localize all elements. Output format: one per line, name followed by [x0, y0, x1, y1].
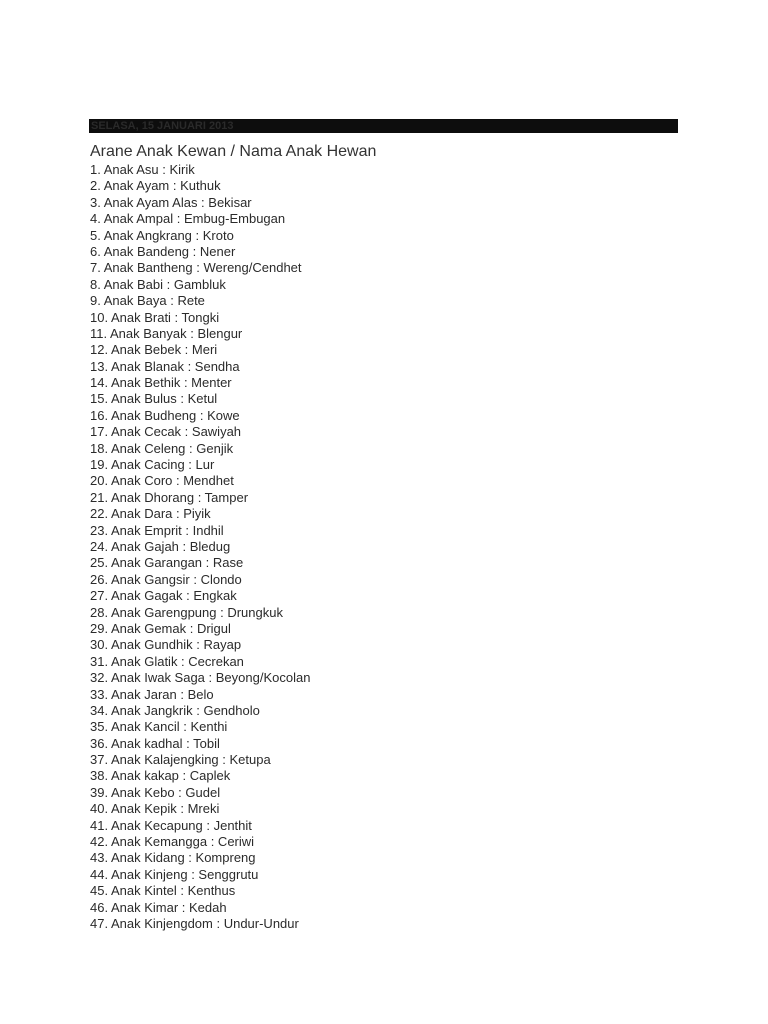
- list-item: 47. Anak Kinjengdom : Undur-Undur: [90, 915, 299, 931]
- list-item: 44. Anak Kinjeng : Senggrutu: [90, 866, 259, 882]
- list-item: 35. Anak Kancil : Kenthi: [90, 719, 228, 735]
- list-item: 6. Anak Bandeng : Nener: [90, 243, 236, 259]
- list-item: 20. Anak Coro : Mendhet: [90, 473, 234, 489]
- list-item: 16. Anak Budheng : Kowe: [90, 407, 240, 423]
- list-item: 30. Anak Gundhik : Rayap: [90, 637, 242, 653]
- list-item: 33. Anak Jaran : Belo: [90, 686, 214, 702]
- list-item: 26. Anak Gangsir : Clondo: [90, 571, 242, 587]
- post-title: Arane Anak Kewan / Nama Anak Hewan: [90, 143, 377, 160]
- list-item: 46. Anak Kimar : Kedah: [90, 899, 227, 915]
- list-item: 17. Anak Cecak : Sawiyah: [90, 424, 242, 440]
- list-item: 11. Anak Banyak : Blengur: [90, 325, 243, 341]
- list-item: 39. Anak Kebo : Gudel: [90, 784, 221, 800]
- list-item: 18. Anak Celeng : Genjik: [90, 440, 234, 456]
- list-item: 13. Anak Blanak : Sendha: [90, 358, 240, 374]
- list-item: 31. Anak Glatik : Cecrekan: [90, 653, 244, 669]
- list-item: 7. Anak Bantheng : Wereng/Cendhet: [90, 260, 302, 276]
- list-item: 24. Anak Gajah : Bledug: [90, 538, 231, 554]
- date-header-bar: [89, 119, 678, 133]
- list-item: 38. Anak kakap : Caplek: [90, 768, 231, 784]
- list-item: 25. Anak Garangan : Rase: [90, 555, 244, 571]
- animal-name-list: [90, 162, 310, 932]
- list-item: 14. Anak Bethik : Menter: [90, 375, 232, 391]
- list-item: 22. Anak Dara : Piyik: [90, 506, 211, 522]
- list-item: 45. Anak Kintel : Kenthus: [90, 883, 236, 899]
- list-item: 2. Anak Ayam : Kuthuk: [90, 178, 221, 194]
- list-item: 10. Anak Brati : Tongki: [90, 309, 220, 325]
- list-item: 27. Anak Gagak : Engkak: [90, 588, 237, 604]
- list-item: 1. Anak Asu : Kirik: [90, 162, 195, 177]
- list-item: 42. Anak Kemangga : Ceriwi: [90, 834, 255, 850]
- list-item: 19. Anak Cacing : Lur: [90, 457, 215, 473]
- list-item: 9. Anak Baya : Rete: [90, 293, 205, 309]
- list-item: 34. Anak Jangkrik : Gendholo: [90, 702, 260, 718]
- list-item: 8. Anak Babi : Gambluk: [90, 276, 226, 292]
- list-item: 23. Anak Emprit : Indhil: [90, 522, 224, 538]
- list-item: 41. Anak Kecapung : Jenthit: [90, 817, 252, 833]
- list-item: 12. Anak Bebek : Meri: [90, 342, 218, 358]
- list-item: 29. Anak Gemak : Drigul: [90, 620, 231, 636]
- list-item: 5. Anak Angkrang : Kroto: [90, 227, 234, 243]
- list-item: 4. Anak Ampal : Embug-Embugan: [90, 211, 286, 227]
- list-item: 37. Anak Kalajengking : Ketupa: [90, 752, 271, 768]
- post-date: SELASA, 15 JANUARI 2013: [91, 120, 234, 132]
- list-item: 28. Anak Garengpung : Drungkuk: [90, 604, 283, 620]
- list-item: 15. Anak Bulus : Ketul: [90, 391, 218, 407]
- list-item: 36. Anak kadhal : Tobil: [90, 735, 220, 751]
- list-item: 21. Anak Dhorang : Tamper: [90, 489, 249, 505]
- list-item: 32. Anak Iwak Saga : Beyong/Kocolan: [90, 670, 311, 686]
- list-item: 43. Anak Kidang : Kompreng: [90, 850, 256, 866]
- list-item: 3. Anak Ayam Alas : Bekisar: [90, 194, 252, 210]
- list-item: 40. Anak Kepik : Mreki: [90, 801, 220, 817]
